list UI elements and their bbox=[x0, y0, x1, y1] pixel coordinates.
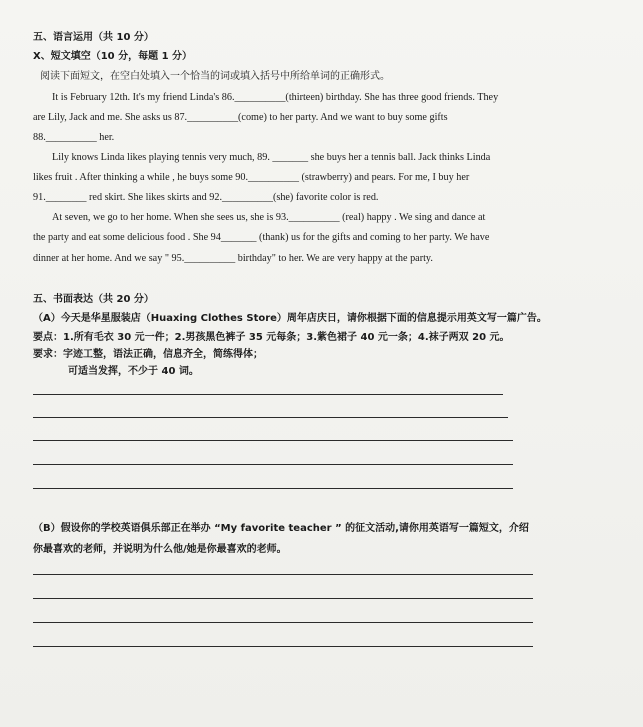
answer-line-b2[interactable] bbox=[33, 598, 533, 599]
answer-line-b3[interactable] bbox=[33, 622, 533, 623]
answer-line-a5[interactable] bbox=[33, 488, 513, 489]
passage-line-8: the party and eat some delicious food . She 94_______ (thank) us for the gifts and coming to her party. We have bbox=[33, 232, 490, 243]
part-a-points: 要点：1.所有毛衣 30 元一件；2.男孩黑色裤子 35 元每条；3.紫色裙子 40 元一条；4.袜子两双 20 元。 bbox=[33, 332, 510, 343]
passage-line-5: likes fruit . After thinking a while , he buys some 90.__________ (strawberry) and pears. For me, I buy her bbox=[33, 172, 470, 183]
section-heading-writing: 五、书面表达（共 20 分） bbox=[33, 294, 154, 305]
part-a-prompt: （A）今天是华星服装店（Huaxing Clothes Store）周年店庆日，请你根据下面的信息提示用英文写一篇广告。 bbox=[33, 313, 547, 324]
section-heading-language-use: 五、语言运用（共 10 分） bbox=[33, 32, 154, 43]
passage-line-3: 88.__________ her. bbox=[33, 132, 115, 143]
passage-line-7: At seven, we go to her home. When she sees us, she is 93.__________ (real) happy . We sing and dance at bbox=[52, 212, 486, 223]
part-x-title: X、短文填空（10 分，每题 1 分） bbox=[33, 51, 193, 62]
passage-line-4: Lily knows Linda likes playing tennis very much, 89. _______ she buys her a tennis ball. Jack thinks Linda bbox=[52, 152, 491, 163]
passage-line-2: are Lily, Jack and me. She asks us 87.__________(come) to her party. And we want to buy some gifts bbox=[33, 112, 448, 123]
passage-line-6: 91.________ red skirt. She likes skirts and 92.__________(she) favorite color is red. bbox=[33, 192, 379, 203]
instruction-text: 阅读下面短文，在空白处填入一个恰当的词或填入括号中所给单词的正确形式。 bbox=[40, 71, 390, 82]
answer-line-a1[interactable] bbox=[33, 394, 503, 395]
part-a-requirements: 要求：字迹工整，语法正确，信息齐全，简练得体； bbox=[33, 349, 263, 360]
answer-line-a2[interactable] bbox=[33, 417, 508, 418]
passage-line-9: dinner at her home. And we say " 95.__________ birthday" to her. We are very happy at the party. bbox=[33, 253, 433, 264]
part-b-prompt-line-1: （B）假设你的学校英语俱乐部正在举办 “My favorite teacher ” 的征文活动,请你用英语写一篇短文，介绍 bbox=[33, 523, 529, 534]
answer-line-a3[interactable] bbox=[33, 440, 513, 441]
passage-line-1: It is February 12th. It's my friend Linda's 86.__________(thirteen) birthday. She has three good friends. They bbox=[52, 92, 499, 103]
answer-line-a4[interactable] bbox=[33, 464, 513, 465]
answer-line-b1[interactable] bbox=[33, 574, 533, 575]
answer-line-b4[interactable] bbox=[33, 646, 533, 647]
part-a-requirements-2: 可适当发挥，不少于 40 词。 bbox=[68, 366, 199, 377]
part-b-prompt-line-2: 你最喜欢的老师，并说明为什么他/她是你最喜欢的老师。 bbox=[33, 544, 287, 555]
